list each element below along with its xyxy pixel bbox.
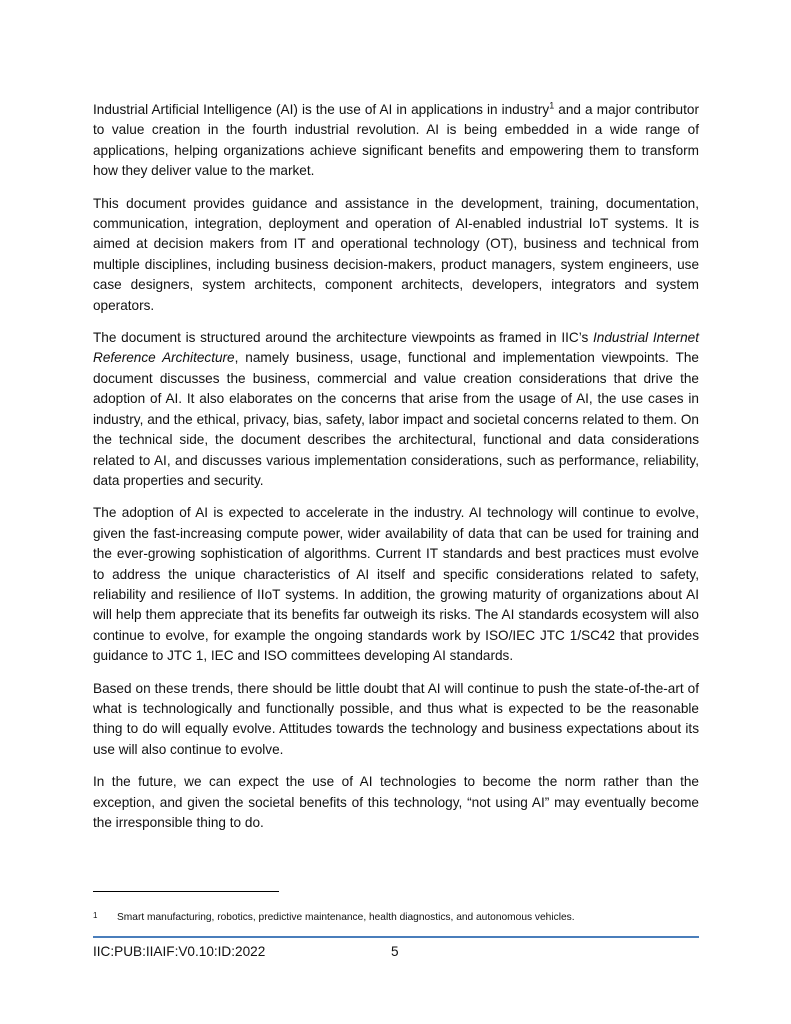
paragraph-audience: This document provides guidance and assistance in the development, training, documentation, communication, integration, deployment and operation of AI-enabled industrial IoT systems. It is aimed at decision makers from IT and operational technology (OT), business and technical from multiple disciplines, including business decision-makers, product managers, system engineers, use case designers, system architects, component architects, developers, integrators and system operators.: [93, 195, 699, 313]
paragraph-adoption: The adoption of AI is expected to accelerate in the industry. AI technology will continue to evolve, given the fast-increasing compute power, wider availability of data that can be used for training and the ever-growing sophistication of algorithms. Current IT standards and best practices must evolve to address the unique characteristics of AI itself and specific considerations related to safety, reliability and resilience of IIoT systems. In addition, the growing maturity of organizations about AI will help them appreciate that its benefits far outweigh its risks. The AI standards ecosystem will also continue to evolve, for example the ongoing standards work by ISO/IEC JTC 1/SC42 that provides guidance to JTC 1, IEC and ISO committees developing AI standards.: [93, 505, 699, 664]
footnote-marker: 1: [93, 911, 98, 920]
paragraph-structure-text-a: The document is structured around the architecture viewpoints as framed in IIC’s: [93, 330, 593, 346]
footer-page-number: 5: [391, 944, 399, 959]
footnote-reference: 1: [549, 100, 555, 111]
footnote-separator: [93, 891, 279, 892]
paragraph-trends: Based on these trends, there should be little doubt that AI will continue to push the state-of-the-art of what is technologically and functionally possible, and thus what is expected to be the reasonable thing to do will equally evolve. Attitudes towards the technology and business expectations about its use will also continue to evolve.: [93, 680, 699, 757]
paragraph-intro-text-b: and a major contributor to value creation in the fourth industrial revolution. AI is being embedded in a wide range of applications, helping organizations achieve significant benefits and empowering them to transform how they deliver value to the market.: [93, 102, 699, 179]
footer-document-id: IIC:PUB:IIAIF:V0.10:ID:2022: [93, 944, 266, 959]
paragraph-future: In the future, we can expect the use of AI technologies to become the norm rather than the exception, and given the societal benefits of this technology, “not using AI” may eventually become the irresponsible thing to do.: [93, 774, 699, 830]
body-text: [93, 100, 699, 845]
paragraph-intro-text-a: Industrial Artificial Intelligence (AI) is the use of AI in applications in industry: [93, 102, 550, 117]
footnote: [93, 911, 699, 925]
paragraph-structure: [93, 328, 699, 491]
paragraph-structure-text-b: , namely business, usage, functional and implementation viewpoints. The document discusses the business, commercial and value creation considerations that drive the adoption of AI. It also elaborates on the concerns that arise from the usage of AI, the use cases in industry, and the ethical, privacy, bias, safety, labor impact and societal concerns related to them. On the technical side, the document describes the architectural, functional and data considerations related to AI, and discusses various implementation considerations, such as performance, reliability, data properties and security.: [93, 350, 699, 488]
footnote-text: Smart manufacturing, robotics, predictive maintenance, health diagnostics, and autonomous vehicles.: [117, 912, 575, 923]
footer-divider: [93, 936, 699, 938]
iira-title: Industrial Internet Reference Architecture: [93, 330, 699, 366]
paragraph-intro: [93, 100, 699, 182]
